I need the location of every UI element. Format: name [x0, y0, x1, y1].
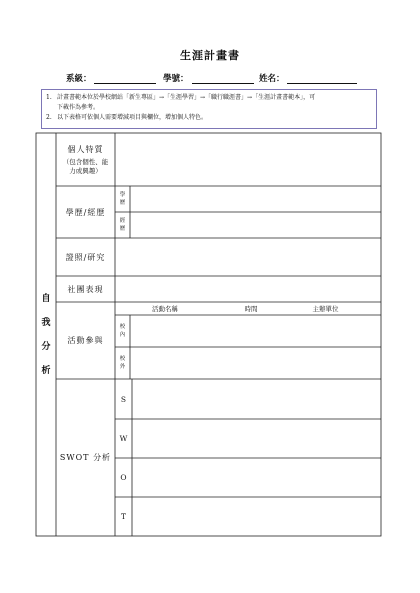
swot-threats-field[interactable] — [132, 497, 381, 536]
activity-time-header: 時間 — [244, 305, 258, 313]
swot-label: SWOT 分析 — [59, 453, 112, 462]
certificates-label: 證照/研究 — [65, 252, 106, 262]
education-label: 學歷/經歷 — [65, 207, 106, 217]
experience-field[interactable] — [130, 212, 381, 238]
page-title: 生涯計畫書 — [180, 49, 240, 62]
club-label: 社團表現 — [67, 284, 104, 294]
swot-s-label: S — [120, 394, 127, 404]
student-id-label: 學號： — [163, 74, 189, 84]
experience-sublabel: 經 歷 — [119, 218, 126, 232]
on-campus-label: 校 內 — [119, 324, 126, 338]
off-campus-label: 校 外 — [119, 356, 126, 370]
note-item: 2. 以下表格可依個人需要增減項目與欄位，增加個人特色。 — [46, 114, 208, 121]
on-campus-field[interactable] — [130, 315, 381, 347]
off-campus-field[interactable] — [130, 347, 381, 379]
activity-organizer-header: 主辦單位 — [312, 305, 339, 313]
education-field[interactable] — [130, 186, 381, 212]
swot-strengths-field[interactable] — [132, 379, 381, 419]
swot-weaknesses-field[interactable] — [132, 419, 381, 458]
swot-w-label: W — [119, 434, 128, 443]
personal-traits-label: 個人特質 （包含個性、能 力或興趣） — [62, 144, 109, 175]
activity-name-header: 活動名稱 — [152, 305, 178, 313]
swot-t-label: T — [120, 512, 126, 521]
certificates-field[interactable] — [115, 238, 381, 276]
self-analysis-side-label: 自 我 分 析 — [41, 293, 51, 376]
note-item: 1. 計畫書範本位於學校網站「新生專區」→「生涯學習」→「職行職涯書」→「生涯計畫書範本」，可 下載作為參考。 — [46, 94, 316, 111]
name-label: 姓名： — [259, 74, 285, 84]
club-field[interactable] — [115, 276, 381, 302]
swot-opportunities-field[interactable] — [132, 458, 381, 497]
dept-label: 系級： — [66, 74, 92, 84]
activities-label: 活動參與 — [67, 336, 104, 345]
swot-o-label: O — [120, 473, 127, 482]
education-sublabel: 學 歷 — [119, 192, 126, 206]
personal-traits-field[interactable] — [115, 133, 381, 186]
